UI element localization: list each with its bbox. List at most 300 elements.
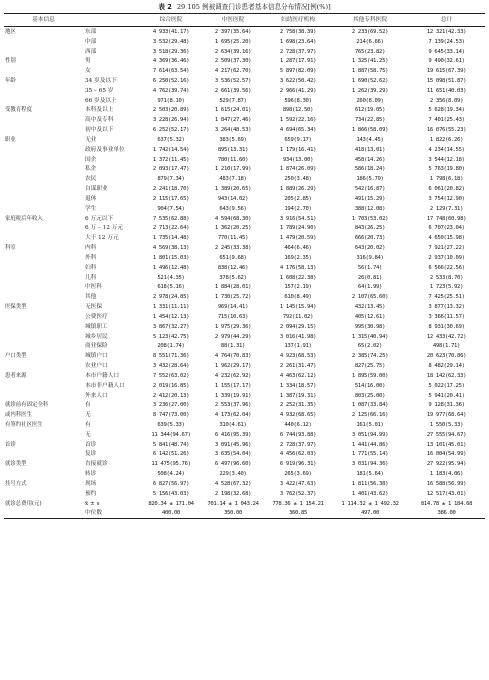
category-cell	[4, 145, 83, 155]
category-cell	[4, 165, 83, 175]
subcategory-cell: 无	[85, 412, 91, 419]
patient-info-table	[4, 13, 485, 519]
subcategory-cell: 女	[85, 68, 91, 75]
category-cell	[4, 263, 83, 273]
category-cell: 年龄	[5, 78, 16, 84]
maternal-child-cell: 934(13.00)	[282, 156, 314, 163]
tcm-hospital-cell: 378(5.62)	[219, 274, 247, 281]
maternal-child-cell: 360.85	[264, 509, 332, 519]
subcategory-cell: 男	[85, 58, 91, 65]
maternal-child-cell: 2 966(41.29)	[279, 87, 317, 94]
total-cell: 3 754(12.90)	[428, 195, 465, 202]
subcategory-cell: 其他	[85, 294, 97, 301]
maternal-child-cell: 3 622(50.42)	[279, 78, 317, 84]
tcm-hospital-cell: 4 594(68.30)	[214, 215, 252, 222]
tcm-hospital-cell: 4 217(62.70)	[214, 68, 252, 75]
general-hospital-cell: 11 344(94.67)	[151, 431, 191, 438]
subcategory-cell: 政府及事业单位	[85, 146, 125, 153]
table-row	[4, 351, 485, 361]
category-cell	[4, 204, 83, 214]
specialty-hospital-cell: 1 866(58.09)	[351, 127, 389, 134]
specialty-hospital-cell: 497.00	[332, 509, 408, 519]
table-row	[4, 440, 485, 450]
table-row	[4, 214, 485, 224]
category-cell	[4, 391, 83, 401]
maternal-child-cell: 157(2.19)	[284, 284, 312, 291]
maternal-child-cell: 1 592(22.16)	[279, 117, 317, 124]
category-cell: 医保类型	[5, 304, 27, 311]
subcategory-cell: 内科	[85, 245, 97, 252]
table-row	[4, 204, 485, 214]
category-cell: 就诊类型	[5, 461, 27, 468]
category-cell	[4, 115, 83, 125]
general-hospital-cell: 7 614(63.54)	[152, 68, 190, 75]
subcategory-cell: 外来人口	[85, 392, 108, 399]
specialty-hospital-cell: 1 262(39.29)	[351, 87, 389, 94]
general-hospital-cell: 3 432(28.64)	[152, 363, 190, 370]
table-number: 表 2	[158, 3, 172, 11]
subcategory-cell: 妇科	[85, 264, 97, 271]
general-hospital-cell: 1 735(14.48)	[152, 235, 190, 242]
tcm-hospital-cell: 1 155(17.17)	[214, 382, 252, 389]
tcm-hospital-cell: 2 634(39.16)	[214, 48, 252, 55]
general-hospital-cell: 6 142(51.26)	[152, 451, 190, 458]
table-row	[4, 86, 485, 96]
subcategory-cell: 6 万 – 12 万元	[85, 225, 123, 232]
tcm-hospital-cell: 1 695(25.20)	[214, 38, 252, 45]
subcategory-cell: 学生	[85, 205, 97, 212]
category-cell	[4, 224, 83, 234]
subcategory-cell: 现场	[85, 480, 97, 487]
specialty-hospital-cell: 1 895(59.00)	[351, 372, 389, 379]
subcategory-cell: 国企	[85, 156, 97, 163]
total-cell: 2 937(10.09)	[428, 254, 465, 261]
subcategory-cell: 西部	[85, 48, 97, 55]
tcm-hospital-cell: 1 389(20.65)	[214, 186, 252, 193]
tcm-hospital-cell: 1 210(17.99)	[214, 166, 252, 173]
subcategory-cell: 农民	[85, 176, 97, 183]
table-row	[4, 27, 485, 37]
maternal-child-cell: 4 694(65.34)	[279, 127, 317, 134]
maternal-child-cell: 464(6.46)	[284, 245, 312, 252]
category-cell	[4, 155, 83, 165]
specialty-hospital-cell: 214(6.66)	[356, 38, 384, 45]
category-cell	[4, 342, 83, 352]
category-cell	[4, 361, 83, 371]
subcategory-cell: 高中及专科	[85, 117, 114, 124]
specialty-hospital-cell: 1 690(52.62)	[351, 78, 389, 84]
total-cell: 7 425(25.51)	[428, 294, 465, 301]
general-hospital-cell: 3 867(32.27)	[152, 323, 190, 330]
category-cell	[4, 450, 83, 460]
total-cell: 7 401(25.43)	[428, 117, 465, 124]
general-hospital-cell: 618(5.16)	[157, 284, 185, 291]
category-cell	[4, 37, 83, 47]
specialty-hospital-cell: 3 031(94.36)	[351, 461, 389, 468]
table-row	[4, 459, 485, 469]
specialty-hospital-cell: 514(16.00)	[354, 382, 386, 389]
tcm-hospital-cell: 4 528(67.32)	[214, 480, 252, 487]
specialty-hospital-cell: 161(5.01)	[356, 421, 384, 428]
category-cell: 就诊总费用(元)	[5, 500, 42, 507]
specialty-hospital-cell: 64(1.99)	[357, 284, 383, 291]
specialty-hospital-cell: 995(30.98)	[354, 323, 386, 330]
total-cell: 5 941(20.41)	[428, 392, 465, 399]
tcm-hospital-cell: 383(5.69)	[219, 136, 247, 143]
total-cell: 6 566(22.56)	[428, 264, 465, 271]
total-cell: 3 877(13.32)	[428, 304, 465, 311]
tcm-hospital-cell: 6 416(95.39)	[214, 431, 252, 438]
table-row	[4, 450, 485, 460]
table-row	[4, 371, 485, 381]
tcm-hospital-cell: 770(11.45)	[217, 235, 249, 242]
general-hospital-cell: 208(1.74)	[157, 343, 185, 350]
total-cell: 15 098(51.87)	[426, 78, 467, 84]
specialty-hospital-cell: 405(12.61)	[354, 313, 386, 320]
subcategory-cell: 中部	[85, 38, 97, 45]
subcategory-cell: 首诊	[85, 441, 97, 448]
table-row	[4, 283, 485, 293]
total-cell: 16 004(54.99)	[426, 451, 467, 458]
general-hospital-cell: 1 801(15.03)	[152, 254, 190, 261]
total-cell: 18 142(62.33)	[426, 372, 467, 379]
maternal-child-cell: 2 758(38.39)	[279, 28, 317, 35]
total-cell: 12 517(43.01)	[426, 490, 467, 497]
specialty-hospital-cell: 2 125(66.16)	[351, 412, 389, 419]
subcategory-cell: 中医科	[85, 284, 103, 291]
maternal-child-cell: 4 932(68.65)	[279, 412, 317, 419]
maternal-child-cell: 2 728(37.97)	[279, 441, 317, 448]
total-cell: 12 433(42.72)	[426, 333, 467, 340]
specialty-hospital-cell: 666(20.73)	[354, 235, 386, 242]
maternal-child-cell: 2 261(31.47)	[279, 363, 317, 370]
specialty-hospital-cell: 734(22.85)	[354, 117, 386, 124]
maternal-child-cell: 137(1.91)	[284, 343, 312, 350]
general-hospital-cell: 4 569(38.13)	[152, 245, 190, 252]
specialty-hospital-cell: 1 811(56.38)	[351, 480, 389, 487]
general-hospital-cell: 11 475(95.76)	[151, 461, 191, 468]
maternal-child-cell: 5 897(82.09)	[279, 68, 317, 75]
specialty-hospital-cell: 1 441(44.86)	[351, 441, 389, 448]
maternal-child-cell: 3 422(47.63)	[279, 480, 317, 487]
maternal-child-cell: 6 919(96.31)	[279, 461, 317, 468]
specialty-hospital-cell: 3 051(94.99)	[351, 431, 389, 438]
total-cell: 1 183(4.06)	[429, 471, 464, 478]
general-hospital-cell: 3 228(26.94)	[152, 117, 190, 124]
specialty-hospital-cell: 316(9.84)	[356, 254, 384, 261]
specialty-hospital-cell: 432(13.45)	[354, 304, 386, 311]
maternal-child-cell: 1 889(26.29)	[279, 186, 317, 193]
total-cell: 19 615(67.39)	[426, 68, 467, 75]
total-cell: 3 366(11.57)	[428, 313, 465, 320]
maternal-child-cell: 440(6.12)	[284, 421, 312, 428]
tcm-hospital-cell: 1 975(29.36)	[214, 323, 252, 330]
table-row	[4, 165, 485, 175]
subcategory-cell: 公费医疗	[85, 313, 108, 320]
specialty-hospital-cell: 1 401(43.62)	[351, 490, 389, 497]
general-hospital-cell: 3 532(29.48)	[152, 38, 190, 45]
table-row	[4, 106, 485, 116]
table-row	[4, 145, 485, 155]
table-row	[4, 96, 485, 106]
tcm-hospital-cell: 1 362(20.25)	[214, 225, 252, 232]
table-row	[4, 135, 485, 145]
subcategory-cell: 中位数	[83, 509, 140, 519]
table-row	[4, 410, 485, 420]
total-cell: 8 931(30.69)	[428, 323, 465, 330]
specialty-hospital-cell: 1 114.32 ± 1 492.32	[341, 500, 399, 507]
total-cell: 5 763(19.80)	[428, 166, 465, 173]
table-row	[4, 361, 485, 371]
tcm-hospital-cell: 1 962(29.17)	[214, 363, 252, 370]
tcm-hospital-cell: 529(7.87)	[219, 97, 247, 104]
table-row	[4, 381, 485, 391]
category-cell	[4, 489, 83, 499]
tcm-hospital-cell: 3 264(48.53)	[214, 127, 252, 134]
category-cell: 受教育程度	[5, 107, 32, 114]
subcategory-cell: 预约	[85, 490, 97, 497]
general-hospital-cell: 2 019(16.85)	[152, 382, 190, 389]
category-cell: 有签约社区医生	[5, 421, 43, 428]
maternal-child-cell: 4 176(58.13)	[279, 264, 317, 271]
total-cell: 3 544(12.18)	[428, 156, 465, 163]
specialty-hospital-cell: 181(5.64)	[356, 471, 384, 478]
category-cell: 家庭税后年收入	[5, 215, 43, 222]
maternal-child-cell: 6 744(93.88)	[279, 431, 317, 438]
general-hospital-cell: 6 250(52.16)	[152, 78, 190, 84]
subcategory-cell: 本市户籍人口	[85, 372, 120, 379]
category-cell	[4, 86, 83, 96]
category-cell	[4, 322, 83, 332]
tcm-hospital-cell: 4 173(62.04)	[214, 412, 252, 419]
specialty-hospital-cell: 2 233(69.52)	[351, 28, 389, 35]
table-row	[4, 243, 485, 253]
total-cell: 1 822(6.26)	[429, 136, 464, 143]
general-hospital-cell: 2 115(17.65)	[152, 195, 190, 202]
maternal-child-cell: 1 698(23.64)	[279, 38, 317, 45]
tcm-hospital-cell: 2 198(32.68)	[214, 490, 252, 497]
category-cell	[4, 381, 83, 391]
maternal-child-cell: 3 916(54.51)	[279, 215, 317, 222]
tcm-hospital-cell: 701.14 ± 1 043.24	[207, 500, 259, 507]
tcm-hospital-cell: 2 245(33.38)	[214, 245, 252, 252]
table-row	[4, 332, 485, 342]
category-cell	[4, 184, 83, 194]
table-caption	[0, 3, 489, 12]
header-tcm-hospital: 中医医院	[202, 14, 264, 27]
tcm-hospital-cell: 310(4.61)	[219, 421, 247, 428]
subcategory-cell: 城乡居民	[85, 333, 108, 340]
maternal-child-cell: 659(9.17)	[284, 136, 312, 143]
tcm-hospital-cell: 4 764(70.83)	[214, 353, 252, 360]
specialty-hospital-cell: 260(8.09)	[356, 97, 384, 104]
category-cell: 患者来源	[5, 372, 27, 379]
specialty-hospital-cell: 1 315(40.94)	[351, 333, 389, 340]
maternal-child-cell: 2 252(31.35)	[279, 402, 317, 409]
maternal-child-cell: 1 287(17.91)	[279, 58, 317, 65]
total-cell: 13 101(45.01)	[426, 441, 467, 448]
subcategory-cell: 无医保	[85, 304, 103, 311]
table-row	[4, 115, 485, 125]
table-row	[4, 76, 485, 86]
general-hospital-cell: 3 518(29.36)	[152, 48, 190, 55]
general-hospital-cell: 971(8.10)	[157, 97, 185, 104]
general-hospital-cell: 2 241(18.70)	[152, 186, 190, 193]
tcm-hospital-cell: 2 553(37.96)	[214, 402, 252, 409]
subcategory-cell: 无业	[85, 136, 97, 143]
tcm-hospital-cell: 483(7.18)	[219, 176, 247, 183]
tcm-hospital-cell: 2 397(35.64)	[214, 28, 252, 35]
category-cell: 地区	[5, 28, 16, 35]
maternal-child-cell: 778.36 ± 1 154.21	[272, 500, 324, 507]
subcategory-cell: 城镇职工	[85, 323, 108, 330]
table-row	[4, 420, 485, 430]
subcategory-cell: 转诊	[85, 471, 97, 478]
maternal-child-cell: 1 789(24.90)	[279, 225, 317, 232]
specialty-hospital-cell: 2 107(65.60)	[351, 294, 389, 301]
category-cell	[4, 509, 83, 519]
table-row	[4, 302, 485, 312]
total-cell: 1 723(5.92)	[429, 284, 464, 291]
category-cell: 户口类型	[5, 353, 27, 360]
category-cell	[4, 332, 83, 342]
tcm-hospital-cell: 2 509(37.30)	[214, 58, 252, 65]
table-row	[4, 509, 485, 519]
table-row	[4, 194, 485, 204]
total-cell: 27 922(95.94)	[426, 461, 467, 468]
general-hospital-cell: 6 252(52.17)	[152, 127, 190, 134]
subcategory-cell: 66 岁及以上	[85, 97, 117, 104]
subcategory-cell: 本科及以上	[85, 107, 114, 114]
total-cell: 20 623(70.86)	[426, 353, 467, 360]
total-cell: 9 490(32.61)	[428, 58, 465, 65]
total-cell: 2 356(8.09)	[429, 97, 464, 104]
specialty-hospital-cell: 827(25.75)	[354, 363, 386, 370]
category-cell: 或内科医生	[5, 412, 32, 419]
total-cell: 1 550(5.33)	[429, 421, 464, 428]
subcategory-cell: 34 岁及以下	[85, 78, 117, 84]
subcategory-cell: 6 万元以下	[85, 215, 114, 222]
general-hospital-cell: 1 454(12.13)	[152, 313, 190, 320]
total-cell: 5 628(19.34)	[428, 107, 465, 114]
general-hospital-cell: 4 933(41.17)	[152, 28, 190, 35]
subcategory-cell: 东部	[85, 28, 97, 35]
table-row	[4, 273, 485, 283]
subcategory-cell: 商业保险	[85, 343, 108, 350]
subcategory-cell: 有	[85, 402, 91, 409]
general-hospital-cell: 8 747(73.00)	[152, 412, 190, 419]
tcm-hospital-cell: 88(1.31)	[220, 343, 246, 350]
tcm-hospital-cell: 838(12.46)	[217, 264, 249, 271]
maternal-child-cell: 3 762(52.37)	[279, 490, 317, 497]
category-cell: 性别	[5, 58, 16, 65]
total-cell: 11 651(40.03)	[426, 87, 467, 94]
subcategory-cell: 35 – 65 岁	[85, 87, 114, 94]
tcm-hospital-cell: 943(14.02)	[217, 195, 249, 202]
table-title: 29 105 例被调查门诊患者基本信息分布情况[例(%)]	[176, 3, 331, 11]
general-hospital-cell: 3 236(27.00)	[152, 402, 190, 409]
maternal-child-cell: 4 463(62.12)	[279, 372, 317, 379]
table-row	[4, 342, 485, 352]
total-cell: 386.00	[408, 509, 485, 519]
specialty-hospital-cell: 803(25.00)	[354, 392, 386, 399]
general-hospital-cell: 1 496(12.48)	[152, 264, 190, 271]
specialty-hospital-cell: 1 087(33.84)	[351, 402, 389, 409]
table-row	[4, 174, 485, 184]
tcm-hospital-cell: 2 661(39.56)	[214, 87, 252, 94]
specialty-hospital-cell: 765(23.82)	[354, 48, 386, 55]
total-cell: 12 321(42.33)	[426, 28, 467, 35]
subcategory-cell: 退休	[85, 195, 97, 202]
maternal-child-cell: 250(3.48)	[284, 176, 312, 183]
total-cell: 4 234(14.55)	[428, 146, 465, 153]
table-row	[4, 391, 485, 401]
maternal-child-cell: 169(2.35)	[284, 254, 312, 261]
general-hospital-cell: 1 372(11.45)	[152, 156, 190, 163]
subcategory-cell: 儿科	[85, 274, 97, 281]
header-maternal-child: 妇幼医疗机构	[264, 14, 332, 27]
total-cell: 9 645(33.14)	[428, 48, 465, 55]
specialty-hospital-cell: 491(15.29)	[354, 195, 386, 202]
maternal-child-cell: 2 728(37.97)	[279, 48, 317, 55]
table-row	[4, 312, 485, 322]
total-cell: 7 921(27.22)	[428, 245, 465, 252]
category-cell	[4, 273, 83, 283]
specialty-hospital-cell: 1 771(55.14)	[351, 451, 389, 458]
total-cell: 4 650(15.98)	[428, 235, 465, 242]
tcm-hospital-cell: 2 979(44.29)	[214, 333, 252, 340]
category-cell	[4, 430, 83, 440]
total-cell: 498(1.71)	[432, 343, 461, 350]
subcategory-cell: 有	[85, 421, 91, 428]
total-cell: 27 555(94.67)	[426, 431, 467, 438]
maternal-child-cell: 1 874(26.09)	[279, 166, 317, 173]
maternal-child-cell: 610(8.49)	[284, 294, 312, 301]
general-hospital-cell: 820.34 ± 171.04	[148, 500, 194, 507]
general-hospital-cell: 1 742(14.54)	[152, 146, 190, 153]
specialty-hospital-cell: 643(20.02)	[354, 245, 386, 252]
specialty-hospital-cell: 1 887(58.75)	[351, 68, 389, 75]
header-subcategory	[83, 14, 140, 27]
table-row	[4, 155, 485, 165]
tcm-hospital-cell: 350.00	[202, 509, 264, 519]
maternal-child-cell: 1 145(15.94)	[279, 304, 317, 311]
category-cell	[4, 125, 83, 135]
specialty-hospital-cell: 65(2.02)	[357, 343, 383, 350]
total-cell: 814.78 ± 1 184.68	[420, 500, 473, 507]
maternal-child-cell: 792(11.02)	[282, 313, 314, 320]
general-hospital-cell: 1 331(11.11)	[152, 304, 190, 311]
maternal-child-cell: 1 608(22.38)	[279, 274, 317, 281]
general-hospital-cell: 5 123(42.75)	[152, 333, 190, 340]
general-hospital-cell: 7 535(62.88)	[152, 215, 190, 222]
category-cell	[4, 283, 83, 293]
total-cell: 16 076(55.23)	[426, 127, 467, 134]
general-hospital-cell: 2 713(22.64)	[152, 225, 190, 232]
category-cell	[4, 469, 83, 479]
general-hospital-cell: 8 551(71.36)	[152, 353, 190, 360]
subcategory-cell: 本市非户籍人口	[85, 382, 125, 389]
tcm-hospital-cell: 715(10.63)	[217, 313, 249, 320]
general-hospital-cell: 521(4.35)	[157, 274, 185, 281]
total-cell: 6 707(23.04)	[428, 225, 465, 232]
maternal-child-cell: 1 479(20.59)	[279, 235, 317, 242]
table-row	[4, 400, 485, 410]
specialty-hospital-cell: 1 703(53.02)	[351, 215, 389, 222]
specialty-hospital-cell: 56(1.74)	[357, 264, 383, 271]
specialty-hospital-cell: 186(5.79)	[356, 176, 384, 183]
header-total: 总计	[408, 14, 485, 27]
